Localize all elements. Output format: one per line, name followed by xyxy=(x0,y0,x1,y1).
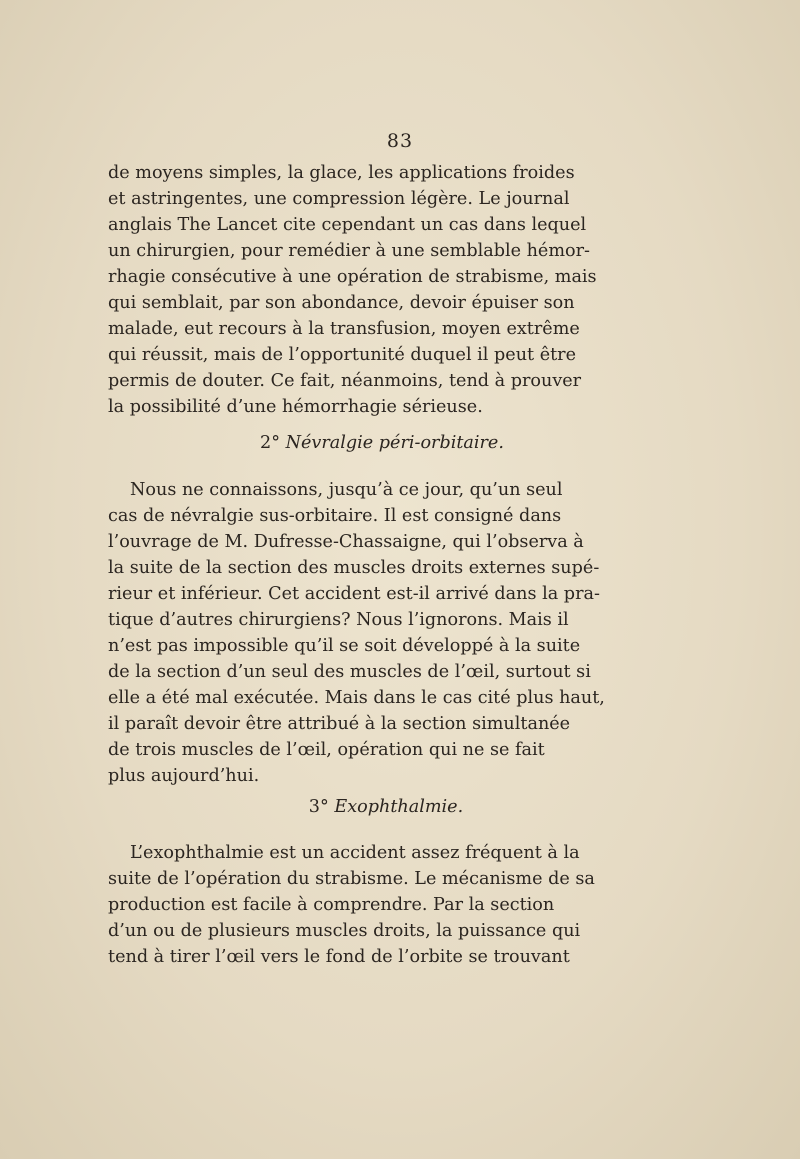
text-line: rieur et inférieur. Cet accident est-il arrivé dans la pra- xyxy=(108,584,600,604)
text-line: malade, eut recours à la transfusion, moyen extrême xyxy=(108,319,580,339)
text-line: la suite de la section des muscles droits externes supé- xyxy=(108,558,600,578)
section-title: Névralgie péri-orbitaire. xyxy=(285,433,504,453)
text-line: suite de l’opération du strabisme. Le mécanisme de sa xyxy=(108,869,595,889)
text-line: plus aujourd’hui. xyxy=(108,766,260,786)
page-number: 83 xyxy=(386,130,414,152)
text-line: l’ouvrage de M. Dufresse-Chassaigne, qui l’observa à xyxy=(108,532,584,552)
text-line: production est facile à comprendre. Par la section xyxy=(108,895,555,915)
text-line: permis de douter. Ce fait, néanmoins, tend à prouver xyxy=(108,371,582,391)
paragraph-exophthalmie xyxy=(108,840,595,970)
text-line: et astringentes, une compression légère. Le journal xyxy=(108,189,570,209)
section-number: 3° xyxy=(308,797,329,817)
text-line: tend à tirer l’œil vers le fond de l’orbite se trouvant xyxy=(108,947,570,967)
section-heading-exophthalmie xyxy=(0,794,786,820)
section-number: 2° xyxy=(260,433,281,453)
text-line: n’est pas impossible qu’il se soit développé à la suite xyxy=(108,636,581,656)
text-line: qui semblait, par son abondance, devoir épuiser son xyxy=(108,293,575,313)
text-line: de moyens simples, la glace, les applications froides xyxy=(108,163,575,183)
text-line: il paraît devoir être attribué à la section simultanée xyxy=(108,714,571,734)
text-line: de trois muscles de l’œil, opération qui ne se fait xyxy=(108,740,545,760)
text-line: cas de névralgie sus-orbitaire. Il est consigné dans xyxy=(108,506,562,526)
text-line: Nous ne connaissons, jusqu’à ce jour, qu’un seul xyxy=(130,480,563,500)
text-line: tique d’autres chirurgiens? Nous l’ignorons. Mais il xyxy=(108,610,569,630)
text-line: qui réussit, mais de l’opportunité duquel il peut être xyxy=(108,345,577,365)
paragraph-hemorrhage xyxy=(108,160,597,420)
text-line: L’exophthalmie est un accident assez fréquent à la xyxy=(130,843,580,863)
text-line: rhagie consécutive à une opération de strabisme, mais xyxy=(108,267,597,287)
text-line: un chirurgien, pour remédier à une semblable hémor- xyxy=(108,241,590,261)
text-line: anglais The Lancet cite cependant un cas dans lequel xyxy=(108,215,587,235)
paragraph-nevralgie xyxy=(108,477,605,789)
text-line: la possibilité d’une hémorrhagie sérieuse. xyxy=(108,397,483,417)
text-line: elle a été mal exécutée. Mais dans le cas cité plus haut, xyxy=(108,688,605,708)
section-heading-nevralgie xyxy=(0,430,782,456)
text-line: de la section d’un seul des muscles de l’œil, surtout si xyxy=(108,662,591,682)
text-line: d’un ou de plusieurs muscles droits, la puissance qui xyxy=(108,921,581,941)
section-title: Exophthalmie. xyxy=(334,797,464,817)
